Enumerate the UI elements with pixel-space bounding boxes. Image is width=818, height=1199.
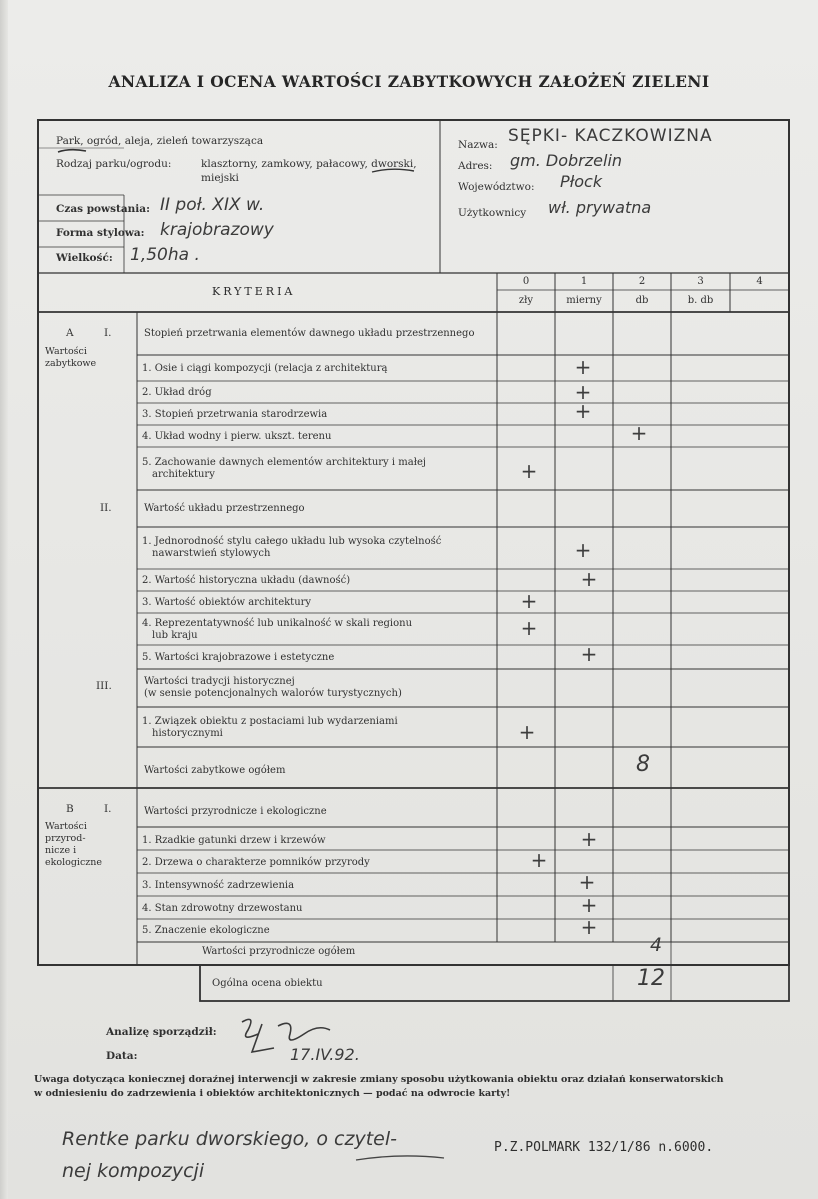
- mark-b-5: +: [580, 915, 598, 939]
- section-b-total-label: Wartości przyrodnicze ogółem: [202, 946, 356, 957]
- section-a-total-label: Wartości zabytkowe ogółem: [144, 765, 286, 776]
- criterion-b-2: 2. Drzewa o charakterze pomników przyrody: [142, 857, 370, 868]
- mark-b-1: +: [580, 827, 598, 851]
- handwritten-note-2: nej kompozycji: [62, 1160, 205, 1182]
- score-3: 3: [697, 276, 704, 287]
- mark-b-4: +: [580, 893, 598, 917]
- print-code: P.Z.POLMARK 132/1/86 n.6000.: [494, 1140, 714, 1155]
- score-0: 0: [522, 276, 530, 287]
- score-4: 4: [756, 276, 763, 287]
- group-1-title: Stopień przetrwania elementów dawnego układu przestrzennego: [144, 328, 475, 339]
- style-value: krajobrazowy: [160, 220, 274, 240]
- criterion-a1-5: 5. Zachowanie dawnych elementów architektury i małej: [142, 457, 426, 468]
- criterion-a1-1: 1. Osie i ciągi kompozycji (relacja z architekturą: [142, 363, 388, 374]
- handwritten-note-1: Rentke parku dworskiego, o czytel-: [62, 1128, 397, 1150]
- section-b-name-1: Wartości: [45, 821, 87, 832]
- date-value: 17.IV.92.: [290, 1045, 360, 1064]
- mark-a1-1: +: [574, 355, 592, 379]
- voivodeship-value: Płock: [560, 172, 603, 191]
- users-value: wł. prywatna: [548, 198, 652, 217]
- park-kind-options: klasztorny, zamkowy, pałacowy, dworski,: [201, 158, 417, 170]
- criterion-b-4: 4. Stan zdrowotny drzewostanu: [142, 903, 303, 914]
- park-kind-label: Rodzaj parku/ogrodu:: [56, 158, 172, 170]
- criterion-a2-4-cont: lub kraju: [152, 630, 198, 641]
- criterion-a3-1-cont: historycznymi: [152, 728, 223, 739]
- criterion-a2-2: 2. Wartość historyczna układu (dawność): [142, 575, 351, 586]
- section-a-group-2-roman: II.: [100, 502, 112, 514]
- voivodeship-label: Województwo:: [458, 181, 535, 193]
- mark-a2-2: +: [580, 567, 598, 591]
- note-line-1: Uwaga dotycząca koniecznej doraźnej interwencji w zakresie zmiany sposobu użytkowania obiektu oraz działań konserwatorskich: [34, 1074, 724, 1085]
- score-1: 1: [580, 276, 588, 287]
- users-label: Użytkownicy: [458, 207, 527, 219]
- mark-a1-4: +: [630, 421, 648, 445]
- name-value: SĘPKI- KACZKOWIZNA: [508, 126, 713, 146]
- section-a-total-value: 8: [636, 752, 650, 777]
- group-3-title-2: (w sensie potencjonalnych walorów turystycznych): [144, 688, 402, 699]
- section-b-total-value: 4: [650, 934, 663, 956]
- criteria-header: KRYTERIA: [212, 285, 296, 298]
- section-b-code: B: [66, 803, 74, 815]
- mark-a2-1: +: [574, 538, 592, 562]
- criterion-a1-3: 3. Stopień przetrwania starodrzewia: [142, 409, 328, 420]
- criterion-a1-2: 2. Układ dróg: [142, 387, 212, 398]
- section-b-name-3: nicze i: [45, 845, 77, 856]
- section-b-name-2: przyrod-: [45, 833, 86, 844]
- criterion-a2-1: 1. Jednorodność stylu całego układu lub wysoka czytelność: [142, 536, 442, 547]
- overall-label: Ogólna ocena obiektu: [212, 978, 323, 989]
- prepared-by-label: Analizę sporządził:: [106, 1026, 217, 1038]
- size-value: 1,50ha .: [130, 245, 200, 265]
- criterion-a1-4: 4. Układ wodny i pierw. ukszt. terenu: [142, 431, 332, 442]
- rating-very-good: b. db: [687, 295, 714, 306]
- criterion-a2-3: 3. Wartość obiektów architektury: [142, 597, 312, 608]
- rating-good: db: [635, 295, 649, 306]
- section-a-group-1-roman: I.: [104, 327, 112, 339]
- criterion-a2-4: 4. Reprezentatywność lub unikalność w skali regionu: [142, 618, 413, 629]
- address-value: gm. Dobrzelin: [510, 151, 623, 170]
- section-a-group-3-roman: III.: [96, 680, 112, 692]
- criterion-b-3: 3. Intensywność zadrzewienia: [142, 880, 295, 891]
- mark-a3-1: +: [518, 720, 536, 744]
- score-2: 2: [638, 276, 646, 287]
- mark-a1-5: +: [520, 459, 538, 483]
- criterion-a2-1-cont: nawarstwień stylowych: [152, 548, 271, 559]
- name-label: Nazwa:: [458, 139, 498, 151]
- mark-a2-5: +: [580, 642, 598, 666]
- mark-a1-2: +: [574, 380, 592, 404]
- mark-a2-4: +: [520, 616, 538, 640]
- park-type-line: Park, ogród, aleja, zieleń towarzysząca: [56, 135, 264, 147]
- mark-b-3: +: [578, 870, 596, 894]
- section-a-code: A: [66, 327, 74, 339]
- style-label: Forma stylowa:: [56, 227, 145, 239]
- size-label: Wielkość:: [56, 252, 113, 264]
- note-line-2: w odniesieniu do zadrzewienia i obiektów architektonicznych — podać na odwrocie karty!: [34, 1088, 511, 1099]
- section-b-name-4: ekologiczne: [45, 857, 103, 868]
- mark-a2-3: +: [520, 589, 538, 613]
- overall-value: 12: [637, 966, 665, 991]
- mark-b-2: +: [530, 848, 548, 872]
- mark-a1-3: +: [574, 399, 592, 423]
- period-value: II poł. XIX w.: [160, 195, 265, 215]
- criterion-b-1: 1. Rzadkie gatunki drzew i krzewów: [142, 835, 326, 846]
- date-label: Data:: [106, 1050, 138, 1062]
- period-label: Czas powstania:: [56, 203, 150, 215]
- section-b-title: Wartości przyrodnicze i ekologiczne: [144, 806, 327, 817]
- criterion-a1-5-cont: architektury: [152, 469, 215, 480]
- criterion-a2-5: 5. Wartości krajobrazowe i estetyczne: [142, 652, 335, 663]
- group-2-title: Wartość układu przestrzennego: [144, 503, 305, 514]
- criterion-a3-1: 1. Związek obiektu z postaciami lub wydarzeniami: [142, 716, 398, 727]
- address-label: Adres:: [458, 160, 493, 172]
- group-3-title: Wartości tradycji historycznej: [144, 676, 295, 687]
- section-a-name: Wartości zabytkowe: [45, 346, 97, 369]
- section-b-roman: I.: [104, 803, 112, 815]
- park-kind-options-2: miejski: [201, 172, 239, 184]
- criterion-b-5: 5. Znaczenie ekologiczne: [142, 925, 270, 936]
- page-title: ANALIZA I OCENA WARTOŚCI ZABYTKOWYCH ZAŁOŻEŃ ZIELENI: [108, 72, 710, 91]
- rating-bad: zły: [518, 295, 534, 306]
- rating-poor: mierny: [566, 295, 602, 306]
